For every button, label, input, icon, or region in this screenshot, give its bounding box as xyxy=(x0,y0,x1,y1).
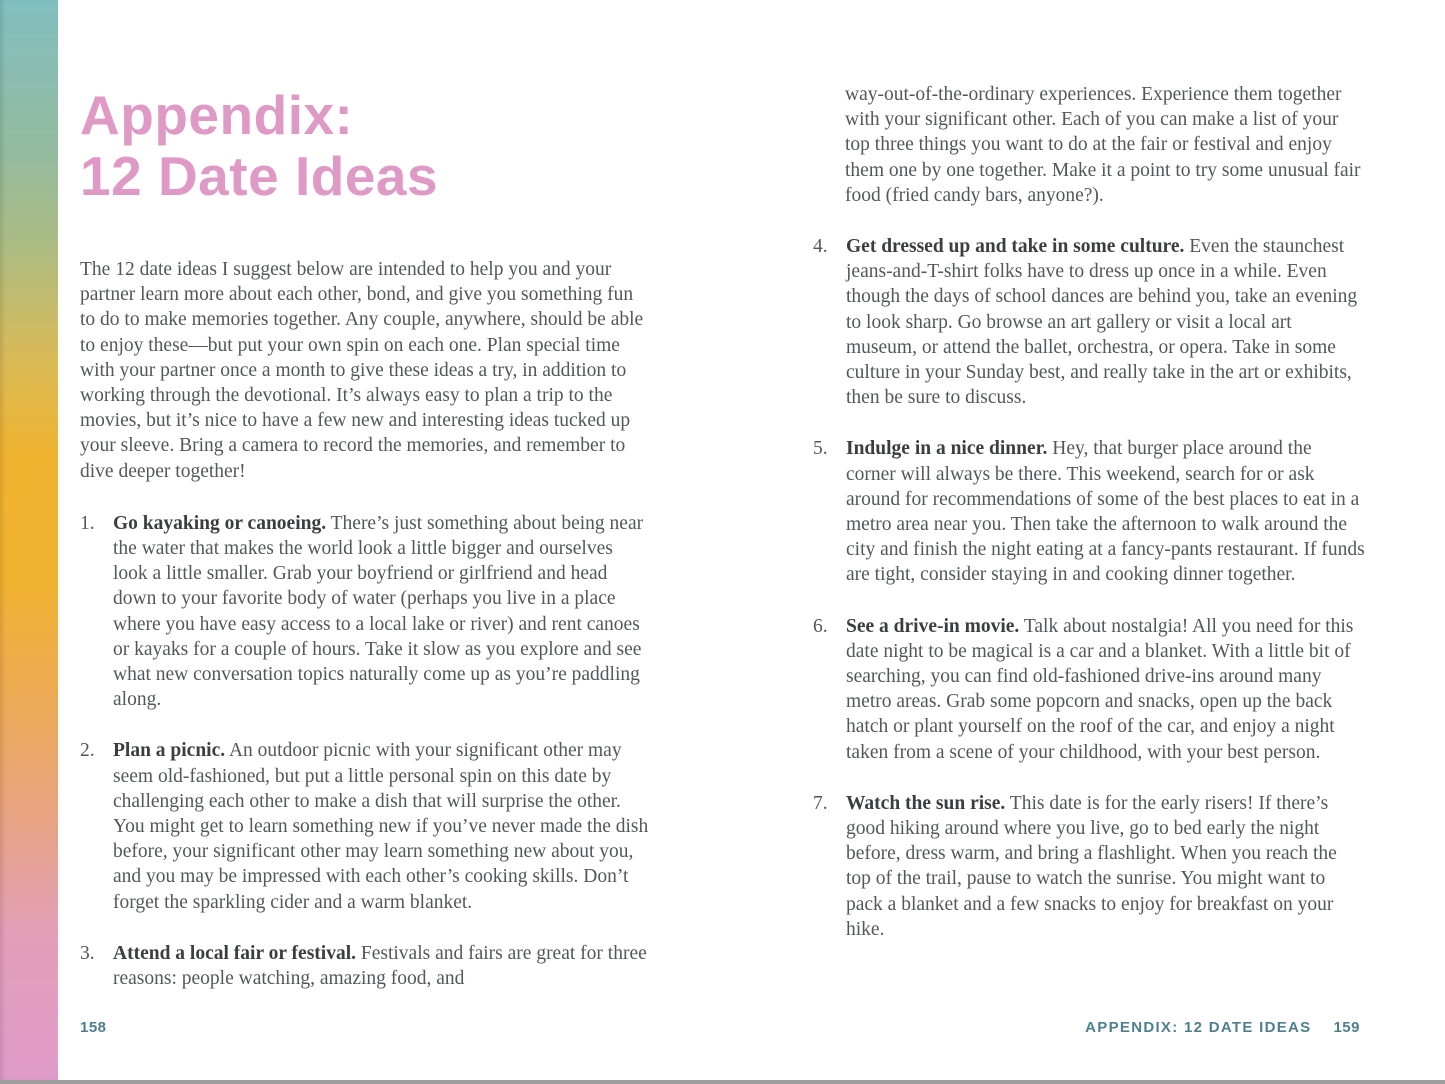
page-title xyxy=(80,85,650,207)
item-content xyxy=(846,791,1365,942)
item-number: 7. xyxy=(813,792,828,814)
item-number: 4. xyxy=(813,236,828,258)
continuation-paragraph: way-out-of-the-ordinary experiences. Experience them together with your significant other. Each of you can make a list of your top three things you want to do at the fair or festival and enjoy them one by one together. Make it a point to try some unusual fair food (fried candy bars, anyone?). xyxy=(845,84,1361,206)
item-number: 1. xyxy=(80,512,95,534)
item-number: 2. xyxy=(80,740,95,762)
date-idea-item-1 xyxy=(80,511,650,713)
item-content xyxy=(113,738,650,914)
intro-paragraph: The 12 date ideas I suggest below are intended to help you and your partner learn more about each other, bond, and give you something fun to do to make memories together. Any couple, anywhere, should be able to enjoy these—but put your own spin on each one. Plan special time with your partner once a month to give these ideas a try, in addition to working through the devotional. It’s always easy to plan a trip to the movies, but it’s nice to have a few new and interesting ideas tucked up your sleeve. Bring a camera to record the memories, and remember to dive deeper together! xyxy=(80,259,644,482)
footer-page-number-left: 158 xyxy=(80,1019,107,1036)
item-heading: Go kayaking or canoeing. xyxy=(113,512,327,534)
item-heading: Indulge in a nice dinner. xyxy=(846,438,1048,460)
item-body: This date is for the early risers! If there’s good hiking around where you live, go to bed early the night before, dress warm, and bring a flashlight. When you reach the top of the trail, pause to watch the sunrise. You might want to pack a blanket and a few snacks to enjoy for breakfast on your hike. xyxy=(846,792,1337,940)
item-heading: Attend a local fair or festival. xyxy=(113,942,356,964)
item-content xyxy=(846,234,1365,410)
footer-page-number-right: 159 xyxy=(1333,1019,1360,1036)
item-body: Even the staunchest jeans-and-T-shirt folks have to dress up once in a while. Even though the days of school dances are behind you, take an evening to look sharp. Go browse an art gallery or visit a local art museum, or attend the ballet, orchestra, or opera. Take in some culture in your Sunday best, and really take in the art or exhibits, then be sure to discuss. xyxy=(846,236,1358,409)
item-body: There’s just something about being near the water that makes the world look a little bigger and ourselves look a little smaller. Grab your boyfriend or girlfriend and head down to your favorite body of water (perhaps you live in a place where you have easy access to a local lake or river) and rent canoes or kayaks for a couple of hours. Take it slow as you explore and see what new conversation topics naturally come up as you’re paddling along. xyxy=(113,512,644,711)
item-number: 3. xyxy=(80,942,95,964)
item-content xyxy=(846,614,1365,765)
item-body: An outdoor picnic with your significant other may seem old-fashioned, but put a little personal spin on this date by challenging each other to make a dish that will surprise the other. You might get to learn something new if you’ve never made the dish before, your significant other may learn something new about you, and you may be impressed with each other’s cooking skills. Don’t forget the sparkling cider and a warm blanket. xyxy=(113,740,649,913)
date-idea-item-4 xyxy=(813,234,1365,410)
item-heading: Get dressed up and take in some culture. xyxy=(846,236,1185,258)
item-heading: Watch the sun rise. xyxy=(846,792,1006,814)
item-heading: See a drive-in movie. xyxy=(846,615,1020,637)
date-idea-item-3 xyxy=(80,941,650,991)
footer-section-label: APPENDIX: 12 DATE IDEAS xyxy=(1085,1019,1312,1036)
gradient-strip xyxy=(0,0,58,1080)
right-page xyxy=(813,82,1365,942)
date-idea-item-5 xyxy=(813,436,1365,587)
date-idea-item-6 xyxy=(813,614,1365,765)
bottom-edge-line xyxy=(0,1080,1445,1084)
item-number: 6. xyxy=(813,615,828,637)
item-content xyxy=(113,511,650,713)
date-idea-item-2 xyxy=(80,738,650,914)
left-page xyxy=(80,85,650,991)
running-footer xyxy=(1085,1019,1360,1036)
item-heading: Plan a picnic. xyxy=(113,740,226,762)
item-content xyxy=(113,941,650,991)
item-number: 5. xyxy=(813,438,828,460)
item-body: Festivals and fairs are great for three reasons: people watching, amazing food, and xyxy=(113,942,647,990)
date-idea-item-7 xyxy=(813,791,1365,942)
item-body: Hey, that burger place around the corner will always be there. This weekend, search for or ask around for recommendations of some of the best places to eat in a metro area near you. Then take the afternoon to walk around the city and finish the night eating at a fancy-pants restaurant. If funds are tight, consider staying in and cooking dinner together. xyxy=(846,438,1365,586)
page-title-line2: 12 Date Ideas xyxy=(80,145,439,207)
item-content xyxy=(846,436,1365,587)
item-body: Talk about nostalgia! All you need for this date night to be magical is a car and a blanket. With a little bit of searching, you can find old-fashioned drive-ins around many metro areas. Grab some popcorn and snacks, open up the back hatch or plant yourself on the roof of the car, and enjoy a night taken from a scene of your childhood, with your best person. xyxy=(846,615,1354,763)
page-title-line1: Appendix: xyxy=(80,84,354,146)
